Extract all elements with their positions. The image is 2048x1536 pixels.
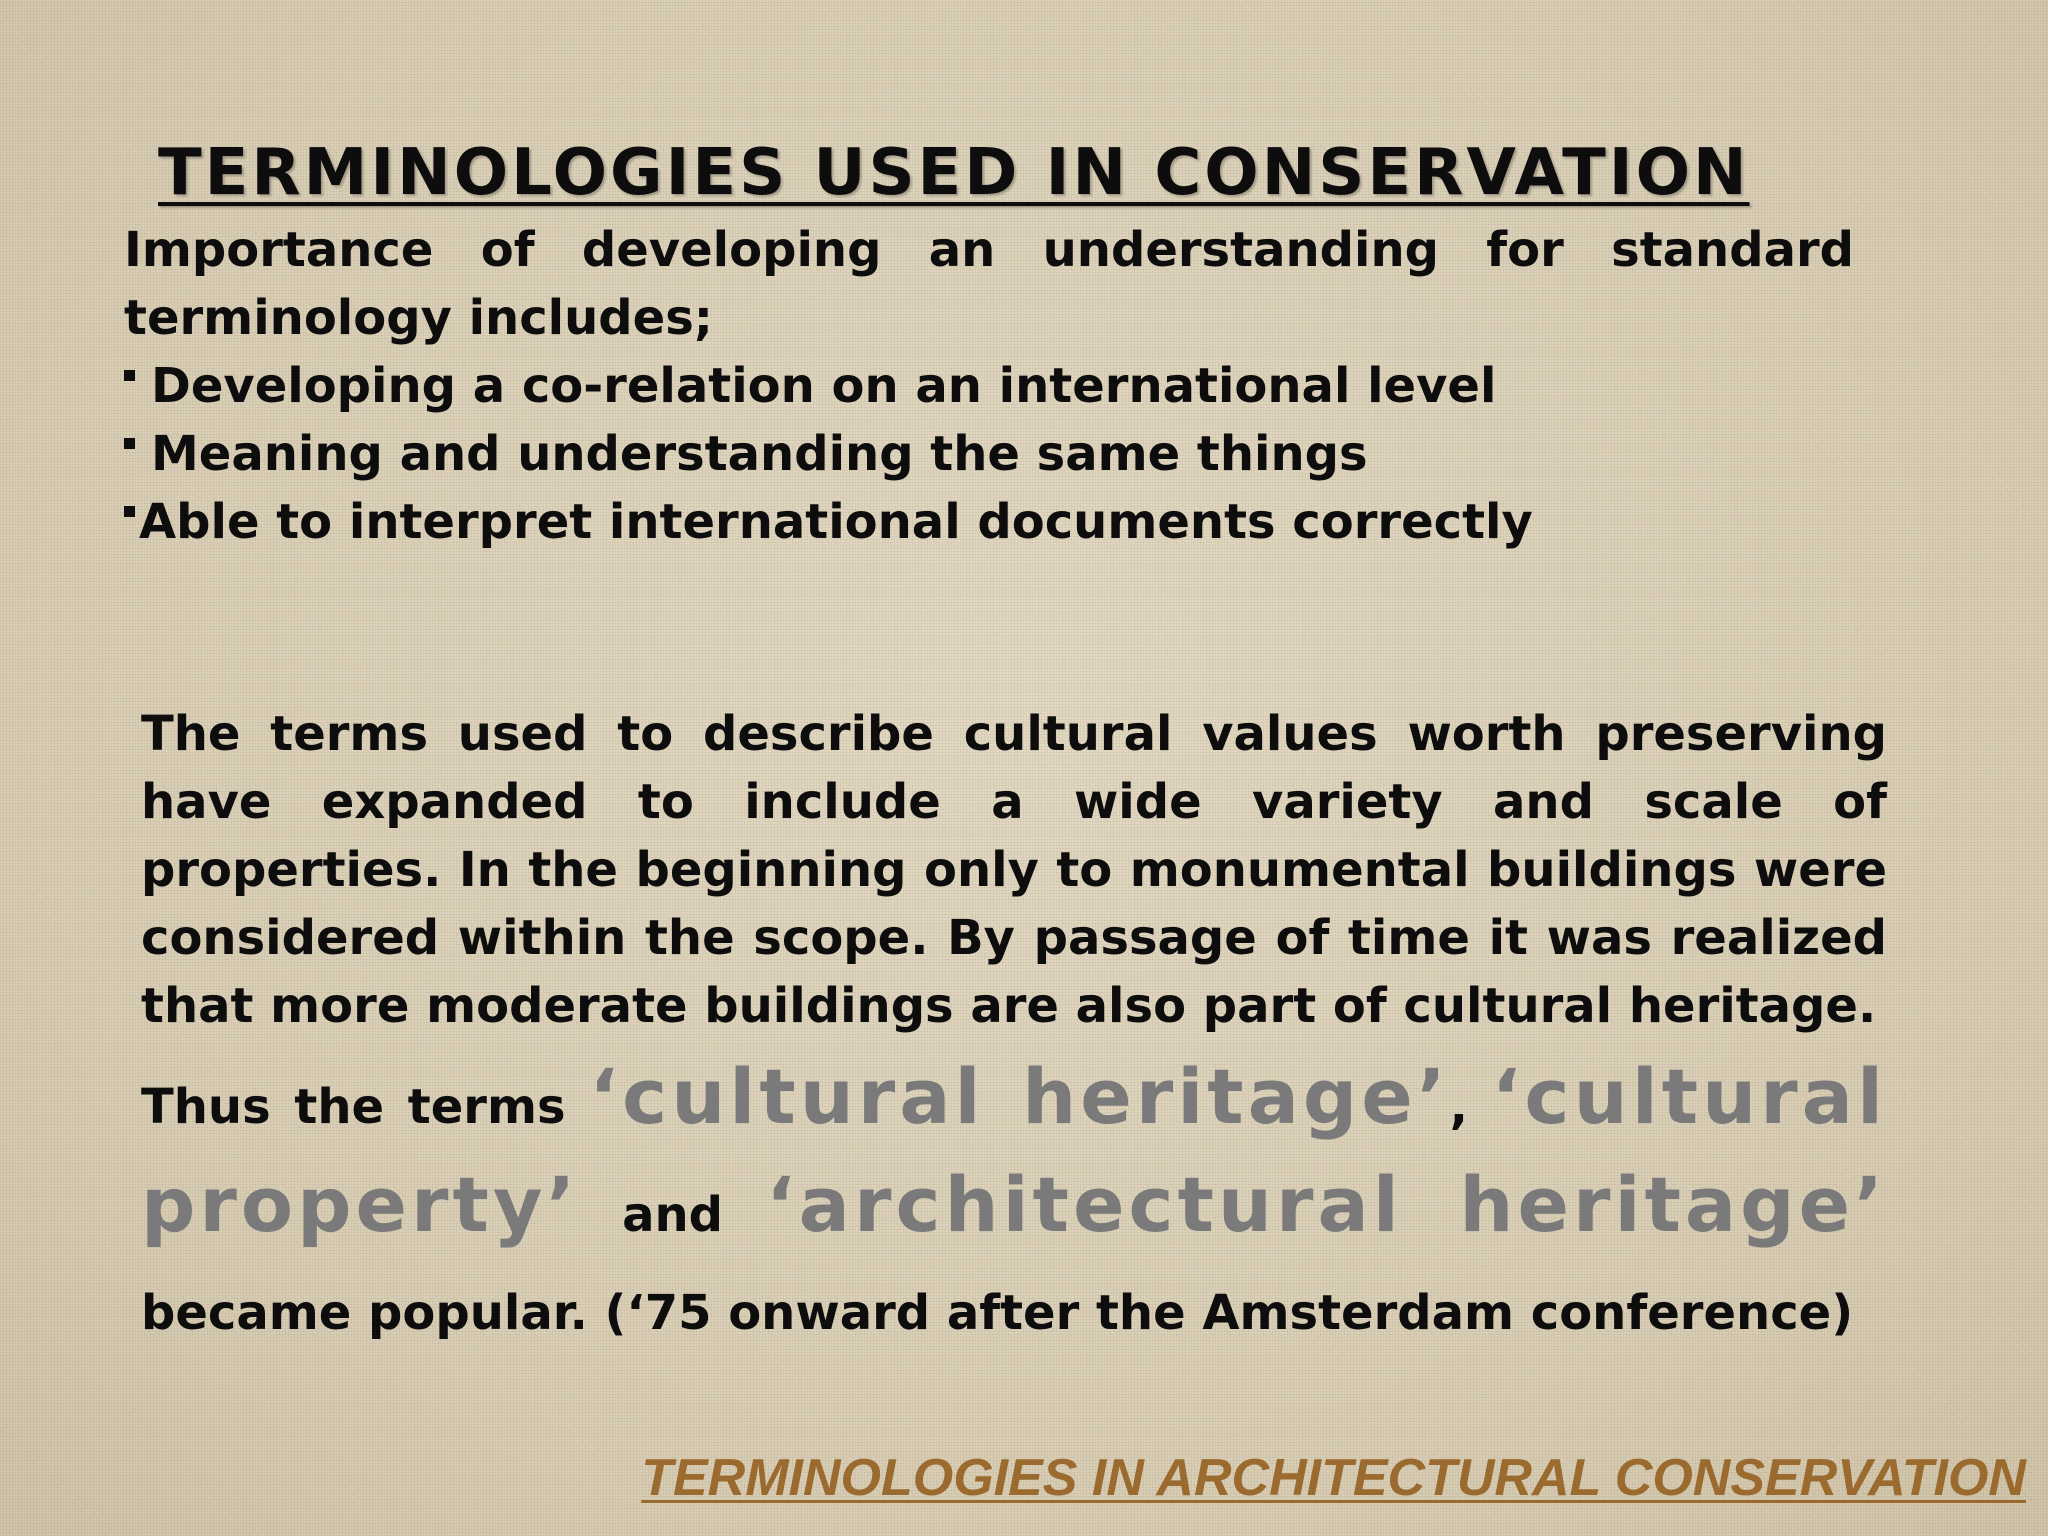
term-cultural-heritage: ‘cultural heritage’ — [589, 1052, 1450, 1141]
bullet-text: Able to interpret international documents correctly — [139, 494, 1533, 550]
bullet-item — [124, 420, 1884, 488]
square-bullet-icon — [124, 506, 135, 517]
bullet-text: Meaning and understanding the same things — [151, 426, 1368, 482]
conclusion-and: and — [622, 1187, 723, 1243]
body-paragraph: The terms used to describe cultural values worth preserving have expanded to include a wide variety and scale of properties. In the beginning only to monumental buildings were considered within the scope. By passage of time it was realized that more moderate buildings are also part of cultural heritage. — [141, 706, 1887, 1034]
conclusion-tail: became popular. (‘75 onward after the Amsterdam conference) — [141, 1285, 1854, 1341]
conclusion-separator: , — [1449, 1079, 1468, 1135]
bullet-text: Developing a co-relation on an international level — [151, 358, 1497, 414]
term-cultural-property: ‘cultural property’ — [141, 1052, 1888, 1249]
conclusion-lead: Thus the terms — [141, 1079, 566, 1135]
bullet-item — [124, 352, 1884, 420]
bullet-list — [124, 352, 1884, 556]
bullet-item — [124, 488, 1884, 556]
intro-text: Importance of developing an understanding for standard terminology includes; — [124, 222, 1854, 346]
footer-title: TERMINOLOGIES IN ARCHITECTURAL CONSERVATION — [641, 1449, 2026, 1507]
slide-title: TERMINOLOGIES USED IN CONSERVATION — [158, 136, 1750, 210]
term-architectural-heritage: ‘architectural heritage’ — [765, 1160, 1887, 1249]
conclusion-paragraph — [141, 1048, 1887, 1362]
square-bullet-icon — [124, 438, 135, 449]
square-bullet-icon — [124, 370, 135, 381]
